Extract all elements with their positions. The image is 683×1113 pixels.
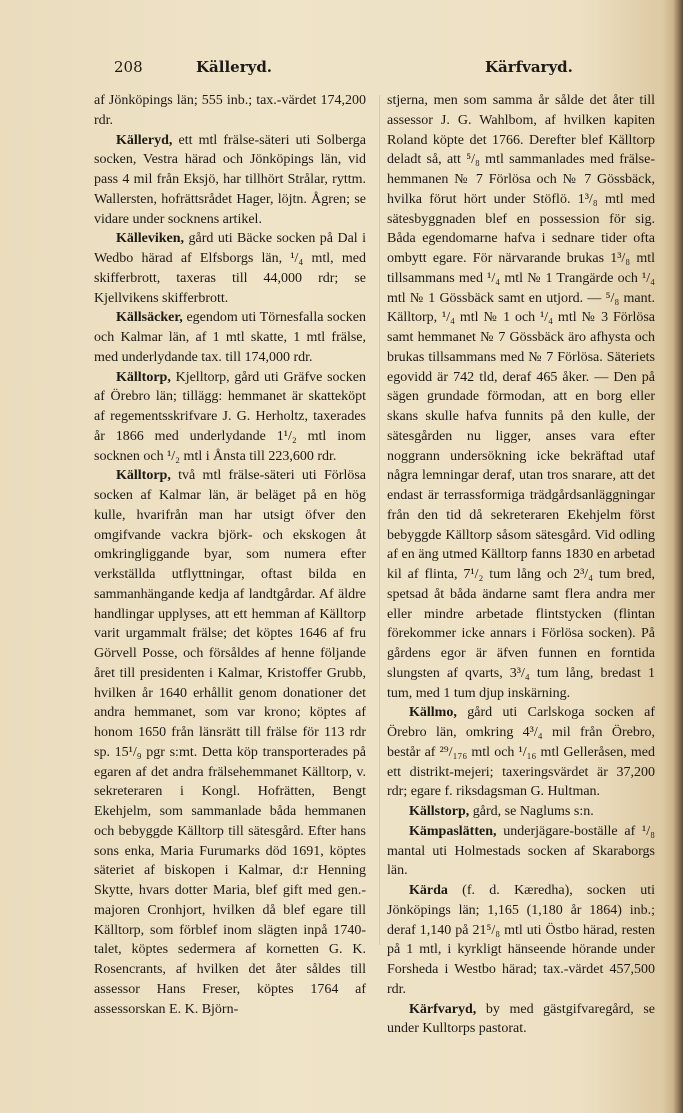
page-header: [0, 58, 683, 82]
entry-headword: Källeviken,: [116, 231, 185, 247]
entry-text: gård uti Bäcke socken på Dal i Wedbo härad af Elfsborgs län, ¹/₄ mtl, med skifferbrott, taxeras till 44,000 rdr; se Kjellvikens skifferbrott.: [94, 231, 366, 306]
entry-text: två mtl frälse-säteri uti Förlösa socken af Kalmar län, är beläget på en hög kulle, hvarifrån man har utsigt öfver den omgifvande vackra björk- och ekskogen åt omkringliggande byar, som numera efter verkställda utflyttningar, oftast bilda en sammanhängande kedja af landtgårdar. Af äldre handlingar upplyses, att ett hemman af Källtorp varit urgammalt frälse; det köptes 1646 af fru Görvell Posse, och försåldes af henne följande året till presidenten i Kalmar, Kristoffer Grubb, hvilken år 1640 erhållit genom donationer det andra hemmanet, som var krono; köptes af honom 1650 från länsrätt till frälse för 113 rdr sp. 15¹/₉ pgr s:mt. Detta köp transporterades på egaren af det andra frälsehemmanet Källtorp, v. sekreteraren i Kongl. Hofrätten, Bengt Ekehjelm, som sammanlade båda hemmanen och bebyggde Källtorp till sätesgård. Efter hans sons enka, Maria Furumarks död 1691, köptes säteriet af biskopen i Kalmar, d:r Henning Skytte, hvars dotter Maria, blef gift med gen.-majoren Cronhjort, hvilken då blef egare till Källtorp, som förblef inom slägten inpå 1740-talet, köptes sedermera af kornetten G. K. Rosencrants, af hvilken det åter såldes till assessor Hans Freser, köptes 1764 af assessorskan E. K. Björn-: [94, 468, 366, 1017]
entry-text: stjerna, men som samma år sålde det åter till assessor J. G. Wahlbom, af hvilken kapiten Roland köpte det 1766. Derefter blef Källtorp deladt så, att ⁵/₈ mtl sammanlades med frälse-hemmanen № 7 Förlösa och № 7 Gössbäck, hvilka förut hört under Stöflö. 1³/₈ mtl med sätesbyggnaden blef en possession för sig. Båda egendomarne hafva i sednare tider ofta ombytt egare. För närvarande brukas 1³/₈ mtl tillsammans med ¹/₄ mtl № 1 Trangärde och ¹/₄ mtl № 1 Gössbäck samt en utjord. — ⁵/₈ mant. Källtorp, ¹/₄ mtl № 1 och ¹/₄ mtl № 3 Förlösa samt hemmanet № 7 Gössbäck äro afhysta och brukas tillsammans med № 7 Förlösa. Säteriets egovidd är 742 tld, deraf 465 åker. — Den på sägen grundade förmodan, att en borg eller skans skulle hafva funnits på den kulle, der sätesgården nu ligger, anses vara efter noggrann undersökning icke bekräftad utaf några lemningar deraf, utan tros snarare, att det endast är terrassformiga trädgårdsanläggningar från den tid då sekreteraren Ekehjelm först bebyggde Källtorp såsom sätesgård. Vid odling af en äng utmed Källtorp fanns 1830 en arbetad kil af flinta, 7¹/₂ tum lång och 2³/₄ tum bred, spetsad åt båda ändarne samt flera andra mer eller mindre arbetade flintstycken (flintan förekommer icke annars i Förlösa socken). På gårdens egor är äfven funnen en forntida slungsten af qvarts, 3³/₄ tum lång, bredast 1 tum, med 1 tum djup inskärning.: [387, 93, 655, 701]
entry-text: af Jönköpings län; 555 inb.; tax.-värdet 174,200 rdr.: [94, 93, 366, 128]
entry-paragraph: [387, 802, 655, 822]
column-gutter: [379, 95, 380, 945]
entry-text: by med gästgifvaregård, se under Kulltorps pastorat.: [387, 1001, 655, 1037]
running-head-left: Källeryd.: [196, 58, 273, 76]
entry-paragraph: [94, 131, 366, 230]
entry-headword: Källtorp,: [116, 468, 171, 484]
running-head-right: Kärfvaryd.: [485, 58, 573, 76]
entry-headword: Källsäcker,: [116, 310, 183, 326]
entry-paragraph: [94, 91, 366, 131]
entry-headword: Kärfvaryd,: [409, 1001, 477, 1017]
entry-text: gård, se Naglums s:n.: [469, 804, 594, 819]
entry-paragraph: [387, 881, 655, 1000]
entry-text: underjägare-boställe af ¹/₈ mantal uti Holmestads socken af Skaraborgs län.: [387, 823, 655, 879]
entry-paragraph: [387, 703, 655, 802]
page-number: 208: [114, 58, 143, 76]
entry-text: (f. d. Kæredha), socken uti Jönköpings län; 1,165 (1,180 år 1864) inb.; deraf 1,140 på 21⁵/₈ mtl uti Östbo härad, resten på 1 mtl, i kyrkligt hänseende hörande under Forsheda i Westbo härad; tax.-värdet 457,500 rdr.: [387, 883, 655, 997]
entry-paragraph: [387, 91, 655, 703]
left-column: [94, 91, 366, 1019]
entry-headword: Källstorp,: [409, 804, 470, 819]
entry-paragraph: [94, 466, 366, 1019]
entry-headword: Kärda: [409, 883, 448, 898]
entry-headword: Källeryd,: [116, 132, 173, 148]
right-column: [387, 91, 655, 1039]
entry-paragraph: [94, 368, 366, 467]
entry-headword: Kämpaslätten,: [409, 823, 497, 839]
entry-text: egendom uti Törnesfalla socken och Kalmar län, af 1 mtl skatte, 1 mtl frälse, med underlydande tax. till 174,000 rdr.: [94, 310, 366, 365]
entry-headword: Källmo,: [409, 705, 457, 721]
entry-text: ett mtl frälse-säteri uti Solberga socken, Vestra härad och Jönköpings län, vid pass 4 mil från Eksjö, har tillhört Strålar, ryttm. Wallersten, hofrättsrådet Hager, löjtn. Ågren; se vidare under socknens artikel.: [94, 132, 366, 227]
entry-paragraph: [387, 822, 655, 881]
entry-headword: Källtorp,: [116, 369, 171, 385]
entry-text: Kjelltorp, gård uti Gräfve socken af Örebro län; tillägg: hemmanet är skatteköpt af regementsskrifvare J. G. Herholtz, taxerades år 1866 med underlydande 1¹/₂ mtl inom socknen och ¹/₂ mtl i Ånsta till 223,600 rdr.: [94, 369, 366, 464]
entry-paragraph: [94, 308, 366, 367]
entry-paragraph: [387, 1000, 655, 1040]
page-edge: [673, 0, 683, 1113]
entry-paragraph: [94, 229, 366, 308]
entry-text: gård uti Carlskoga socken af Örebro län, omkring 4³/₄ mil från Örebro, består af ²⁹/₁₇₆ mtl och ¹/₁₆ mtl Gelleråsen, med ett distrikt-mejeri; taxeringsvärdet är 37,200 rdr; egare f. riksdagsman G. Hultman.: [387, 705, 655, 800]
